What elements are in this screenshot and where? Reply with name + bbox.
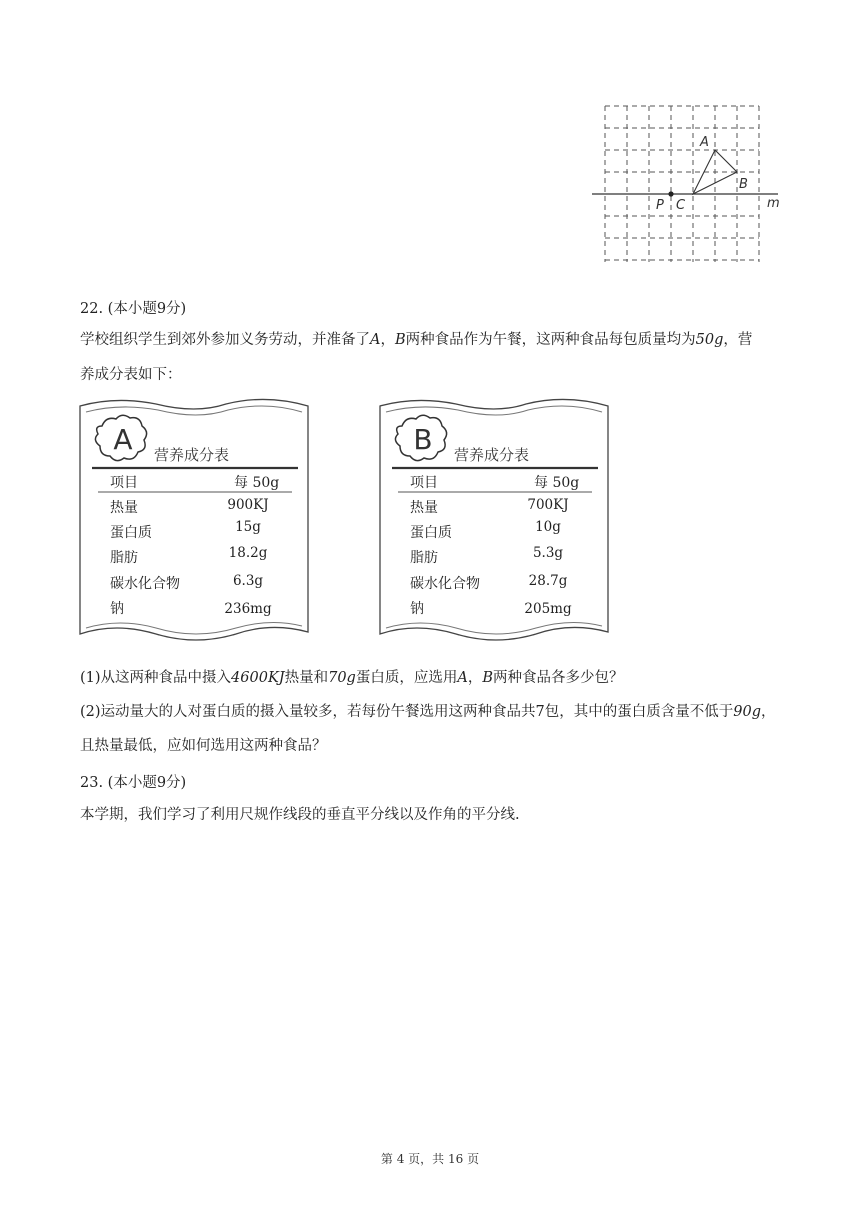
label-b-header-per: 每 50g	[534, 475, 580, 491]
label-b-header-item: 项目	[410, 475, 438, 491]
label-b-row-value: 700KJ	[527, 497, 569, 513]
q22-part1-post: 两种食品各多少包？	[492, 670, 624, 686]
nutrition-label-b	[376, 392, 612, 650]
label-b: B	[739, 177, 748, 192]
q22-part2-mid: 包，其中的蛋白质含量不低于	[544, 704, 734, 720]
label-m: m	[767, 196, 780, 211]
label-a-row-name: 蛋白质	[110, 525, 152, 541]
q22-intro-post: ，营	[723, 332, 753, 348]
q22-part2-line2: 且热量最低，应如何选用这两种食品？	[80, 738, 327, 754]
label-b-row-value: 10g	[535, 519, 561, 535]
q22-intro-mass: 50g	[695, 332, 724, 348]
q22-part2-count: 7	[535, 704, 545, 720]
label-a-row-value: 15g	[235, 519, 261, 535]
q22-part1-mid2: 蛋白质，应选用	[355, 670, 458, 686]
q22-part2-g: 90g	[733, 704, 762, 720]
badge-a-letter: A	[113, 423, 133, 456]
label-b-row-name: 钠	[410, 601, 424, 617]
label-a: A	[700, 135, 709, 150]
q22-part1-text: (1)从这两种食品中摄入	[80, 670, 232, 686]
page-footer: 第 4 页，共 16 页	[380, 1152, 480, 1166]
q22-intro-var-b: B	[394, 332, 406, 348]
q22-intro-sep: ，	[380, 332, 395, 348]
q22-part1-var-b: B	[482, 670, 493, 686]
label-b-row-name: 脂肪	[410, 550, 438, 566]
q22-intro-line2: 养成分表如下：	[80, 367, 182, 383]
q22-part1	[80, 668, 623, 688]
q23-text: 本学期，我们学习了利用尺规作线段的垂直平分线以及作角的平分线.	[80, 807, 520, 823]
label-b-row-name: 蛋白质	[410, 525, 452, 541]
label-a-row-value: 6.3g	[232, 573, 264, 589]
q22-part1-mid: 热量和	[284, 670, 329, 686]
q22-part2-line1	[80, 702, 776, 722]
q23-heading: 23. (本小题9分)	[80, 775, 187, 791]
label-c: C	[676, 198, 686, 213]
q22-intro-line1	[80, 330, 752, 350]
q22-intro-var-a: A	[370, 332, 381, 348]
q22-part1-kj: 4600KJ	[231, 670, 285, 686]
q22-part1-sep: ，	[467, 670, 483, 686]
q22-part2-post: ，	[761, 704, 776, 720]
q22-intro-text: 学校组织学生到郊外参加义务劳动，并准备了	[80, 332, 370, 348]
label-a-header-per: 每 50g	[234, 475, 280, 491]
label-a-row-name: 钠	[110, 601, 124, 617]
label-b-row-name: 碳水化合物	[410, 576, 480, 592]
label-a-row-value: 900KJ	[227, 497, 269, 513]
label-b-row-value: 28.7g	[528, 573, 568, 589]
point-p	[668, 191, 673, 196]
label-b-title: 营养成分表	[454, 446, 530, 464]
label-a-title: 营养成分表	[154, 446, 230, 464]
q22-heading: 22. (本小题9分)	[80, 301, 187, 317]
label-p: P	[656, 198, 664, 213]
q22-part1-g: 70g	[328, 670, 356, 686]
q22-part1-var-a: A	[457, 670, 468, 686]
label-b-row-value: 5.3g	[532, 545, 564, 561]
label-b-row-value: 205mg	[524, 601, 572, 617]
label-a-header-item: 项目	[110, 475, 138, 491]
badge-b-letter: B	[413, 423, 433, 456]
label-a-row-name: 热量	[110, 500, 138, 516]
label-b-row-name: 热量	[410, 500, 438, 516]
label-a-row-value: 236mg	[224, 601, 272, 617]
q22-part2-text: (2)运动量大的人对蛋白质的摄入量较多，若每份午餐选用这两种食品共	[80, 704, 536, 720]
label-a-row-value: 18.2g	[228, 545, 268, 561]
grid-figure	[590, 100, 790, 266]
label-a-row-name: 碳水化合物	[110, 576, 180, 592]
label-a-row-name: 脂肪	[110, 550, 138, 566]
nutrition-label-a	[76, 392, 312, 650]
q22-intro-mid: 两种食品作为午餐，这两种食品每包质量均为	[405, 332, 696, 348]
